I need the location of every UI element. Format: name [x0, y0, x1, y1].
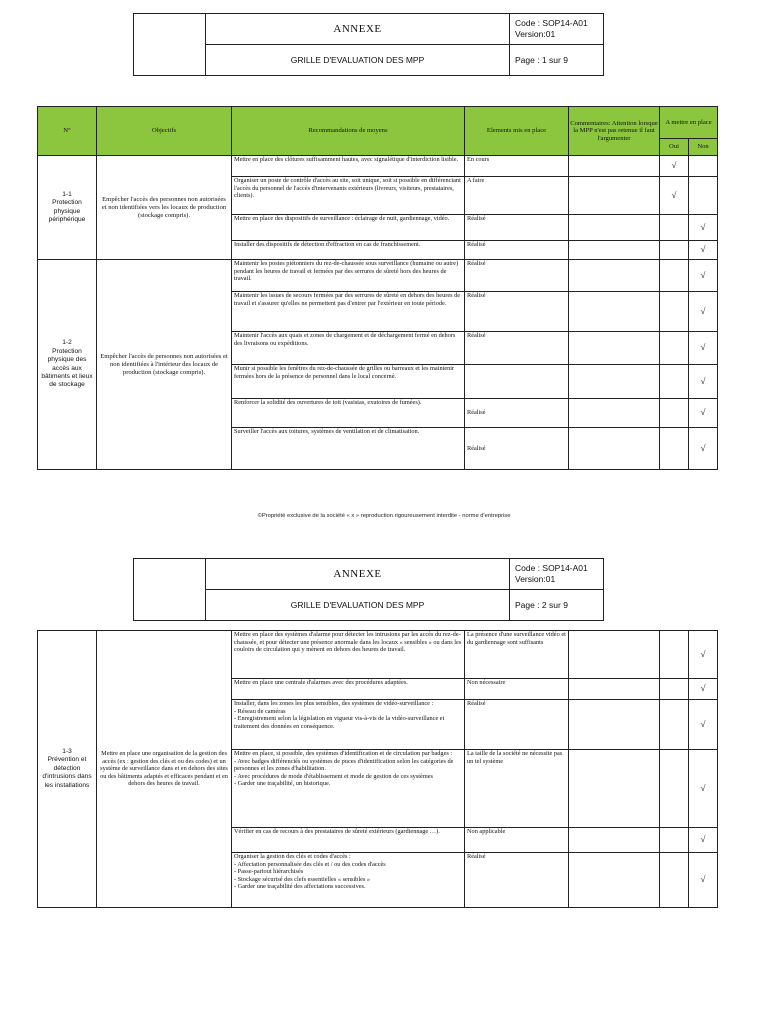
check-non-cell [689, 156, 718, 177]
element-cell: A faire [465, 177, 569, 215]
document-header [133, 13, 604, 76]
check-oui-cell [660, 700, 689, 750]
recommandation-cell: Surveiller l'accès aux toitures, systèmes de ventilation et de climatisation. [232, 428, 465, 470]
header-version-text: Version:01 [515, 29, 556, 39]
table-row [38, 156, 718, 177]
logo-placeholder [134, 559, 206, 621]
header-code-text: Code : SOP14-A01 [515, 563, 588, 573]
element-cell: Réalisé [465, 241, 569, 260]
commentaire-cell [569, 241, 660, 260]
recommandation-cell: Installer des dispositifs de détection d'effraction en cas de franchissement. [232, 241, 465, 260]
check-oui-cell [660, 215, 689, 241]
recommandation-cell: Organiser un poste de contrôle d'accès au site, soit unique, soit si possible en différenciant l'accès du personnel de l'accès d'intervenants extérieurs (livreurs, visiteurs, prestataires, clients). [232, 177, 465, 215]
element-cell: Réalisé [465, 700, 569, 750]
recommandation-cell: Munir si possible les fenêtres du rez-de-chaussée de grilles ou barreaux et les maintenir fermées hors de la présence de personnel dans le local concerné. [232, 365, 465, 399]
table-row [38, 631, 718, 679]
check-oui-cell [660, 399, 689, 428]
commentaire-cell [569, 260, 660, 292]
logo-placeholder [134, 14, 206, 76]
col-header-recommandations: Recommandations de moyens [232, 107, 465, 156]
commentaire-cell [569, 215, 660, 241]
page-footer: ©Propriété exclusive de la société « x » reproduction rigoureusement interdite - norme d'entreprise [257, 513, 511, 519]
check-oui-cell [660, 750, 689, 828]
col-header-elements: Elements mis en place [465, 107, 569, 156]
element-cell: Non applicable [465, 828, 569, 853]
section-objectif: Empêcher l'accès des personnes non autorisées et non identifiées vers les locaux de production (stockage compris). [97, 156, 232, 260]
commentaire-cell [569, 365, 660, 399]
check-oui-cell [660, 332, 689, 365]
commentaire-cell [569, 750, 660, 828]
check-non-cell: √ [689, 332, 718, 365]
col-header-objectif: Objectifs [97, 107, 232, 156]
element-cell: En cours [465, 156, 569, 177]
check-non-cell: √ [689, 853, 718, 908]
check-non-cell: √ [689, 679, 718, 700]
element-cell: Réalisé [465, 428, 569, 470]
header-title: ANNEXE [206, 14, 510, 45]
recommandation-cell: Renforcer la solidité des ouvertures de toit (vasistas, exutoires de fumées). [232, 399, 465, 428]
header-version-text: Version:01 [515, 574, 556, 584]
element-cell: Réalisé [465, 853, 569, 908]
commentaire-cell [569, 177, 660, 215]
table-row [38, 260, 718, 292]
check-oui-cell [660, 679, 689, 700]
check-oui-cell [660, 631, 689, 679]
commentaire-cell [569, 292, 660, 332]
recommandation-cell: Vérifier en cas de recours à des prestataires de sûreté extérieurs (gardiennage …). [232, 828, 465, 853]
col-header-ameliorer: A mettre en place [660, 107, 718, 139]
check-non-cell: √ [689, 365, 718, 399]
recommandation-cell: Maintenir l'accès aux quais et zones de chargement et de déchargement fermé en dehors des livraisons ou expéditions. [232, 332, 465, 365]
commentaire-cell [569, 679, 660, 700]
header-page: Page : 1 sur 9 [510, 45, 604, 76]
element-cell: Réalisé [465, 215, 569, 241]
check-non-cell: √ [689, 241, 718, 260]
check-non-cell: √ [689, 750, 718, 828]
commentaire-cell [569, 156, 660, 177]
element-cell: Réalisé [465, 399, 569, 428]
section-objectif: Mettre en place une organisation de la gestion des accès (ex : gestion des clés et ou des codes) et un système de surveillance dans et en dehors des sites ou des bâtiments adaptés et efficaces pendant et en dehors des heures de travail. [97, 631, 232, 908]
commentaire-cell [569, 700, 660, 750]
check-oui-cell [660, 241, 689, 260]
col-header-num: N° [38, 107, 97, 156]
check-oui-cell: √ [660, 177, 689, 215]
document-header-page-2 [133, 558, 604, 621]
check-non-cell [689, 177, 718, 215]
check-non-cell: √ [689, 700, 718, 750]
commentaire-cell [569, 428, 660, 470]
header-subtitle: GRILLE D'EVALUATION DES MPP [206, 45, 510, 76]
commentaire-cell [569, 631, 660, 679]
header-code [510, 14, 604, 45]
check-non-cell: √ [689, 631, 718, 679]
commentaire-cell [569, 399, 660, 428]
col-header-oui: Oui [660, 139, 689, 156]
check-non-cell: √ [689, 428, 718, 470]
recommandation-cell: Maintenir les issues de secours fermées par des serrures de sûreté en dehors des heures de travail et s'assurer qu'elles ne permettent pas d'entrer par l'extérieur en toute période. [232, 292, 465, 332]
evaluation-table-page-2 [37, 630, 718, 908]
col-header-commentaires: Commentaires: Attention lorsque la MPP n'est pas retenue il faut l'argumenter [569, 107, 660, 156]
element-cell [465, 365, 569, 399]
element-cell: Réalisé [465, 292, 569, 332]
header-page: Page : 2 sur 9 [510, 590, 604, 621]
recommandation-cell: Mettre en place des systèmes d'alarme pour détecter les intrusions par les accès du rez-de-chaussée, et pour détecter une présence anormale dans les locaux « sensibles » ou dans les couloirs de circulation qui y mènent en dehors des heures de travail. [232, 631, 465, 679]
check-oui-cell [660, 365, 689, 399]
check-oui-cell [660, 292, 689, 332]
check-non-cell: √ [689, 260, 718, 292]
check-non-cell: √ [689, 399, 718, 428]
recommandation-cell: Mettre en place une centrale d'alarmes avec des procédures adaptées. [232, 679, 465, 700]
element-cell: La taille de la société ne nécessite pas un tel système [465, 750, 569, 828]
check-non-cell: √ [689, 292, 718, 332]
element-cell: Réalisé [465, 332, 569, 365]
check-oui-cell: √ [660, 156, 689, 177]
section-objectif: Empêcher l'accès de personnes non autorisées et non identifiées à l'intérieur des locaux de production (stockage compris). [97, 260, 232, 470]
element-cell: Réalisé [465, 260, 569, 292]
section-number: 1-2 Protection physique des accès aux bâtiments et lieux de stockage [38, 260, 97, 470]
recommandation-cell: Maintenir les postes piétonniers du rez-de-chaussée sous surveillance (humaine ou autre) pendant les heures de travail et fermées par des serrures de sûreté hors des heures de travail. [232, 260, 465, 292]
check-non-cell: √ [689, 215, 718, 241]
header-code [510, 559, 604, 590]
header-subtitle: GRILLE D'EVALUATION DES MPP [206, 590, 510, 621]
recommandation-cell: Mettre en place, si possible, des systèmes d'identification et de circulation par badges : - Avec badges différenciés ou systèmes de puces d'identification selon les catégories de personnes et les zones d'habilitation. - Avec procédures de mode d'établissement et mode de gestion de ces systèmes - Garder une traçabilité, un historique. [232, 750, 465, 828]
check-oui-cell [660, 828, 689, 853]
check-oui-cell [660, 260, 689, 292]
commentaire-cell [569, 828, 660, 853]
recommandation-cell: Mettre en place des clôtures suffisamment hautes, avec signalétique d'interdiction lisible. [232, 156, 465, 177]
section-number: 1-1 Protection physique périphérique [38, 156, 97, 260]
evaluation-table-page-1 [37, 106, 718, 470]
check-non-cell: √ [689, 828, 718, 853]
check-oui-cell [660, 853, 689, 908]
header-code-text: Code : SOP14-A01 [515, 18, 588, 28]
element-cell: Non nécessaire [465, 679, 569, 700]
recommandation-cell: Organiser la gestion des clés et codes d'accès : - Affectation personnalisée des clés et / ou des codes d'accès - Passe-partout hiérarchisés - Stockage sécurisé des clefs essentielles « sensibles » - Garder une traçabilité des affectations successives. [232, 853, 465, 908]
element-cell: La présence d'une surveillance vidéo et du gardiennage sont suffisants [465, 631, 569, 679]
col-header-non: Non [689, 139, 718, 156]
section-number: 1-3 Prévention et détection d'intrusions dans les installations [38, 631, 97, 908]
recommandation-cell: Mettre en place des dispositifs de surveillance : éclairage de nuit, gardiennage, vidéo. [232, 215, 465, 241]
header-title: ANNEXE [206, 559, 510, 590]
check-oui-cell [660, 428, 689, 470]
commentaire-cell [569, 332, 660, 365]
recommandation-cell: Installer, dans les zones les plus sensibles, des systèmes de vidéo-surveillance : - Réseau de caméras - Enregistrement selon la législation en vigueur vis-à-vis de la vidéo-surveillance et traitement des données en conséquence. [232, 700, 465, 750]
commentaire-cell [569, 853, 660, 908]
